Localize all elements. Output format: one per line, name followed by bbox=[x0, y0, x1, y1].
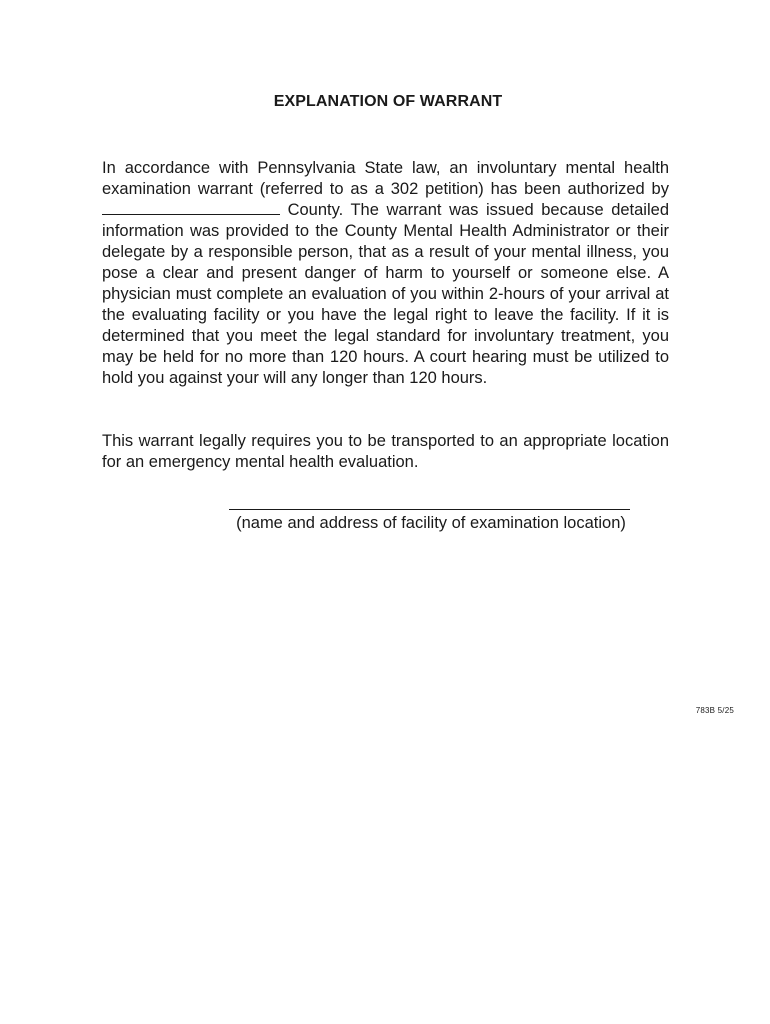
facility-blank-line bbox=[229, 509, 630, 510]
transport-requirement-paragraph: This warrant legally requires you to be transported to an appropriate location for an emergency mental health evaluation. bbox=[102, 432, 669, 471]
county-blank-line bbox=[102, 202, 280, 215]
form-code: 783B 5/25 bbox=[695, 706, 734, 715]
document-title: EXPLANATION OF WARRANT bbox=[273, 93, 503, 110]
warrant-explanation-paragraph bbox=[102, 158, 669, 389]
facility-caption: (name and address of facility of examination location) bbox=[236, 514, 626, 532]
paragraph-text-end: County. The warrant was issued because detailed information was provided to the County Mental Health Administrator or their delegate by a responsible person, that as a result of your mental illness, you pose a clear and present danger of harm to yourself or someone else. A physician must complete an evaluation of you within 2-hours of your arrival at the evaluating facility or you have the legal right to leave the facility. If it is determined that you meet the legal standard for involuntary treatment, you may be held for no more than 120 hours. A court hearing must be utilized to hold you against your will any longer than 120 hours. bbox=[102, 201, 669, 387]
paragraph-text-start: In accordance with Pennsylvania State law, an involuntary mental health examination warrant (referred to as a 302 petition) has been authorized by bbox=[102, 159, 669, 198]
